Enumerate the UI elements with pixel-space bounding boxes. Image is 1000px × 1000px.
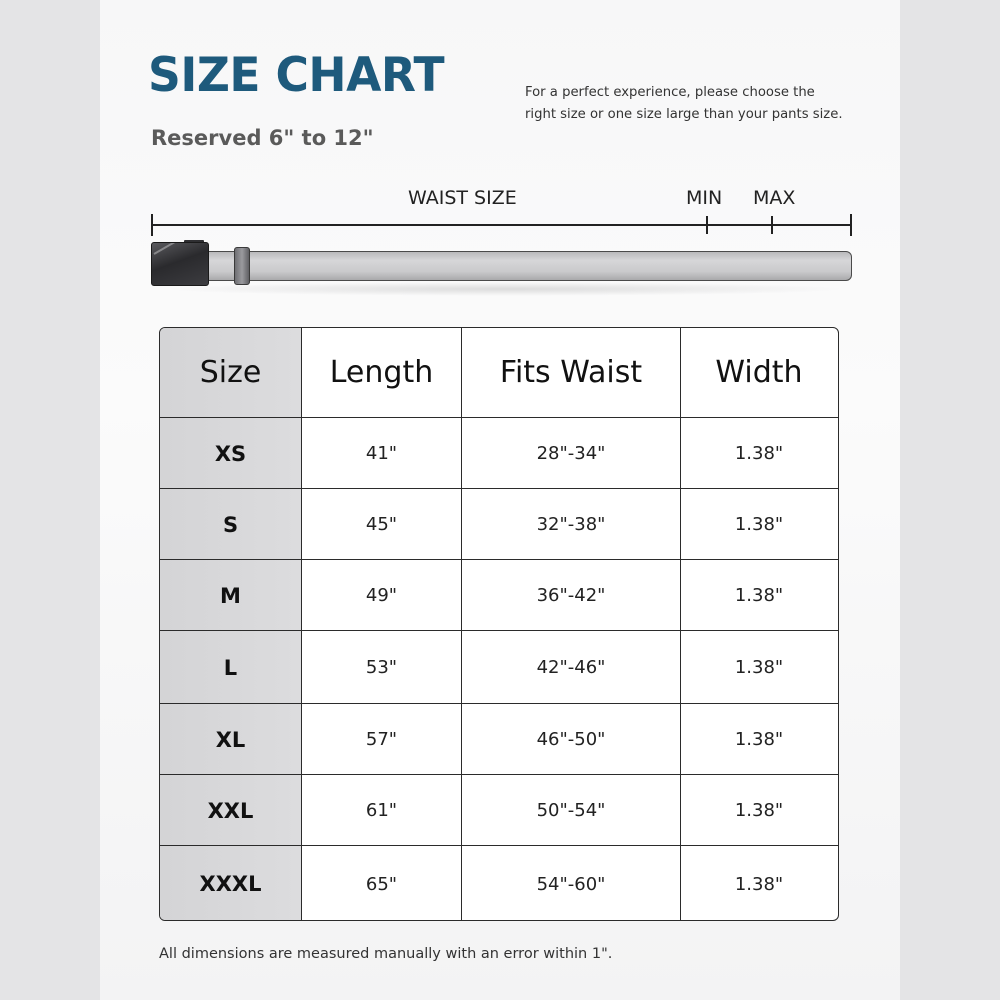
- length-cell: 49": [301, 560, 461, 631]
- length-cell: 57": [301, 704, 461, 775]
- size-table: [159, 327, 839, 921]
- table-row: [160, 488, 838, 560]
- size-cell: L: [160, 631, 301, 704]
- waist-cell: 46"-50": [461, 704, 680, 775]
- length-cell: 41": [301, 418, 461, 489]
- header-width: Width: [680, 328, 837, 417]
- reserved-subtitle: Reserved 6" to 12": [151, 126, 374, 150]
- size-cell: XS: [160, 418, 301, 489]
- size-cell: XXL: [160, 775, 301, 846]
- size-cell: XL: [160, 704, 301, 775]
- table-row: [160, 559, 838, 631]
- length-cell: 45": [301, 489, 461, 560]
- waist-cell: 54"-60": [461, 846, 680, 921]
- header-length: Length: [301, 328, 461, 417]
- waist-cell: 32"-38": [461, 489, 680, 560]
- waist-cell: 42"-46": [461, 631, 680, 704]
- belt-strap-icon: [200, 251, 852, 281]
- waist-size-label: WAIST SIZE: [408, 187, 517, 209]
- waist-cell: 36"-42": [461, 560, 680, 631]
- table-row: [160, 703, 838, 775]
- size-advice-note: [525, 82, 885, 126]
- ruler-max-tick: [771, 216, 773, 234]
- table-row: [160, 630, 838, 704]
- belt-buckle-icon: [151, 242, 209, 286]
- min-label: MIN: [686, 187, 723, 209]
- ruler-min-tick: [706, 216, 708, 234]
- waist-ruler-line: [152, 224, 852, 226]
- width-cell: 1.38": [680, 560, 837, 631]
- header-size: Size: [160, 328, 301, 417]
- width-cell: 1.38": [680, 418, 837, 489]
- table-row: [160, 774, 838, 846]
- width-cell: 1.38": [680, 846, 837, 921]
- length-cell: 61": [301, 775, 461, 846]
- header-fits-waist: Fits Waist: [461, 328, 680, 417]
- belt-shadow: [160, 282, 850, 296]
- size-advice-line-2: right size or one size large than your pants size.: [525, 107, 843, 122]
- width-cell: 1.38": [680, 775, 837, 846]
- ruler-start-tick: [151, 214, 153, 236]
- ruler-end-tick: [850, 214, 852, 236]
- belt-keeper-icon: [234, 247, 250, 285]
- waist-cell: 28"-34": [461, 418, 680, 489]
- max-label: MAX: [753, 187, 796, 209]
- buckle-highlight: [154, 242, 210, 255]
- measurement-disclaimer: All dimensions are measured manually with an error within 1".: [159, 946, 613, 962]
- table-row: [160, 417, 838, 489]
- length-cell: 65": [301, 846, 461, 921]
- width-cell: 1.38": [680, 489, 837, 560]
- size-cell: M: [160, 560, 301, 631]
- table-header-row: [160, 328, 838, 417]
- page-title: SIZE CHART: [148, 48, 445, 103]
- width-cell: 1.38": [680, 631, 837, 704]
- waist-cell: 50"-54": [461, 775, 680, 846]
- size-advice-line-1: For a perfect experience, please choose the: [525, 85, 815, 100]
- width-cell: 1.38": [680, 704, 837, 775]
- size-cell: S: [160, 489, 301, 560]
- size-cell: XXXL: [160, 846, 301, 921]
- table-row: [160, 845, 838, 921]
- length-cell: 53": [301, 631, 461, 704]
